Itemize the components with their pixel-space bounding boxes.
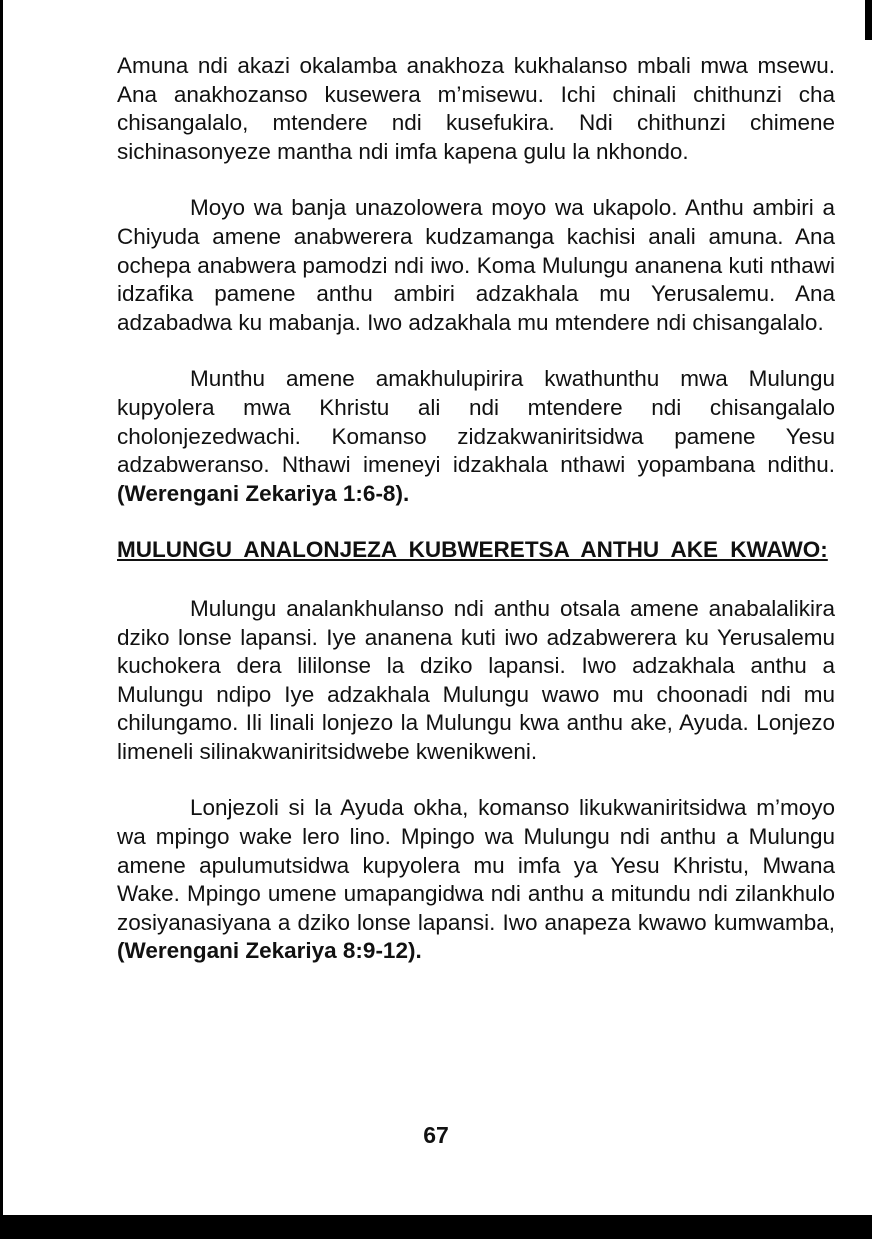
page-body — [117, 52, 835, 994]
paragraph-1 — [117, 52, 835, 166]
paragraph-3 — [117, 365, 835, 508]
paragraph-2 — [117, 194, 835, 337]
paragraph-2-text: Moyo wa banja unazolowera moyo wa ukapolo. Anthu ambiri a Chiyuda amene anabwerera kudzamanga kachisi anali amuna. Ana ochepa anabwera pamodzi ndi iwo. Koma Mulungu ananena kuti nthawi idzafika pamene anthu ambiri adzakhala mu Yerusalemu. Ana adzabadwa ku mabanja. Iwo adzakhala mu mtendere ndi chisangalalo. — [117, 195, 835, 335]
scripture-reference-2: (Werengani Zekariya 8:9-12). — [117, 938, 422, 964]
scan-edge-bottom — [0, 1215, 872, 1239]
paragraph-4 — [117, 595, 835, 767]
paragraph-4-text: Mulungu analankhulanso ndi anthu otsala amene anabalalikira dziko lonse lapansi. Iye ananena kuti iwo adzabwerera ku Yerusalemu kuchokera dera lililonse la dziko lapansi. Iwo adzakhala anthu a Mulungu ndipo Iye adzakhala Mulungu wawo mu choonadi ndi mu chilungamo. Ili linali lonjezo la Mulungu kwa anthu ake, Ayuda. Lonjezo limeneli silinakwaniritsidwebe kwenikweni. — [117, 595, 835, 764]
scan-mark-top-right — [865, 0, 872, 40]
section-heading: MULUNGU ANALONJEZA KUBWERETSA ANTHU AKE KWAWO: — [117, 537, 828, 563]
paragraph-3-text: Munthu amene amakhulupirira kwathunthu mwa Mulungu kupyolera mwa Khristu ali ndi mtendere ndi chisangalalo cholonjezedwachi. Komanso zidzakwaniritsidwa pamene Yesu adzabweranso. Nthawi imeneyi idzakhala nthawi yopambana ndithu. — [117, 366, 835, 478]
scan-edge-left — [0, 0, 3, 1239]
page-number: 67 — [423, 1122, 449, 1148]
paragraph-5 — [117, 794, 835, 966]
paragraph-1-text: Amuna ndi akazi okalamba anakhoza kukhalanso mbali mwa msewu. Ana anakhozanso kusewera m’misewu. Ichi chinali chithunzi cha chisangalalo, mtendere ndi kusefukira. Ndi chithunzi chimene sichinasonyeze mantha ndi imfa kapena gulu la nkhondo. — [117, 53, 835, 164]
scripture-reference-1: (Werengani Zekariya 1:6-8). — [117, 480, 410, 506]
paragraph-5-text: Lonjezoli si la Ayuda okha, komanso likukwaniritsidwa m’moyo wa mpingo wake lero lino. Mpingo wa Mulungu ndi anthu a Mulungu amene apulumutsidwa kupyolera mu imfa ya Yesu Khristu, Mwana Wake. Mpingo umene umapangidwa ndi anthu a mitundu ndi zilankhulo zosiyanasiyana a dziko lonse lapansi. Iwo anapeza kwawo kumwamba, — [117, 795, 835, 935]
